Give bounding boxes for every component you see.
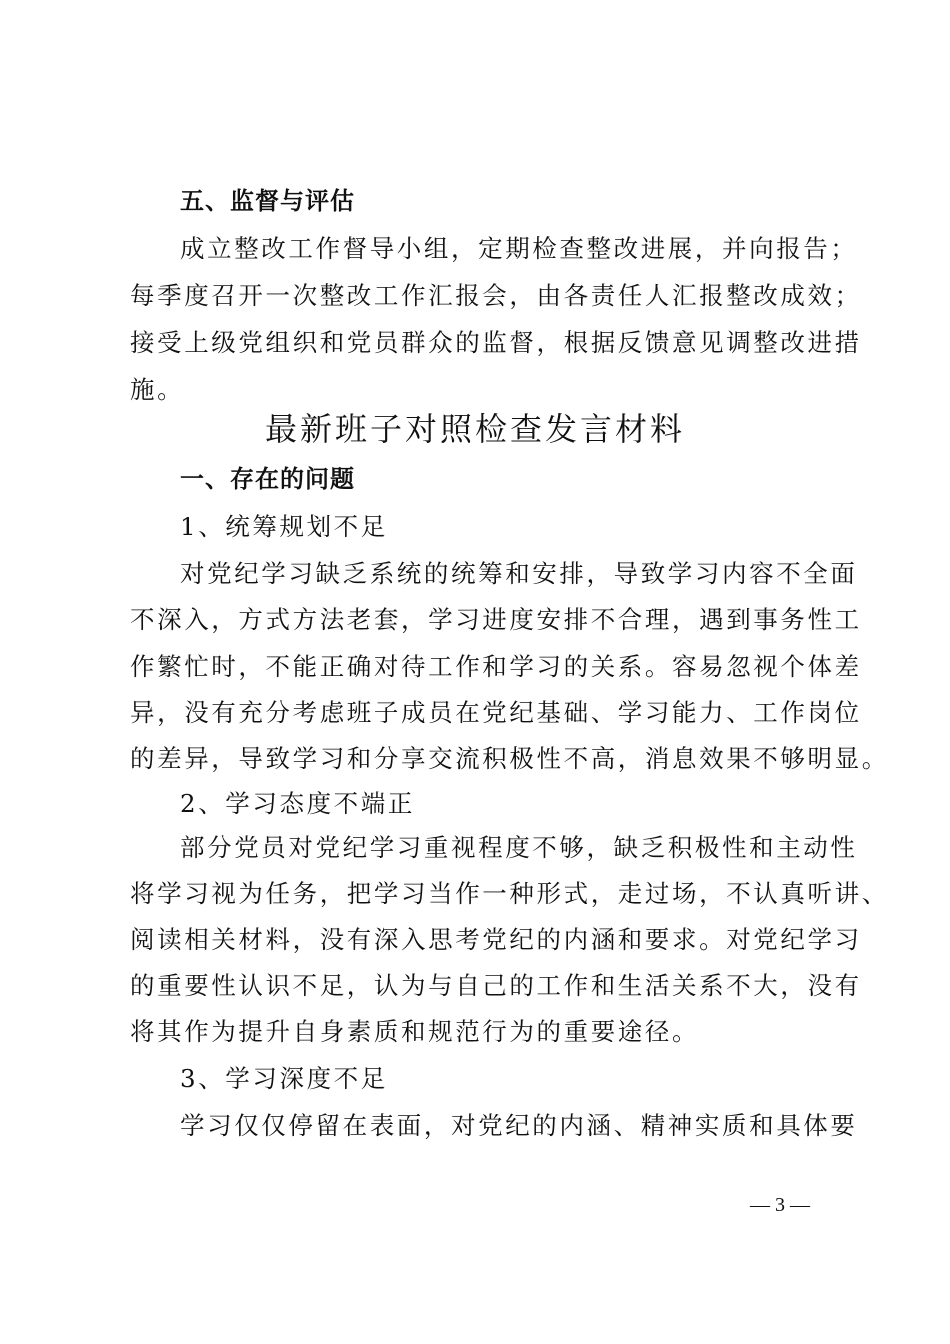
paragraph-line: 施。 <box>130 375 185 404</box>
paragraph-line: 学习仅仅停留在表面，对党纪的内涵、精神实质和具体要 <box>180 1111 858 1140</box>
paragraph-line: 的重要性认识不足，认为与自己的工作和生活关系不大，没有 <box>130 971 862 1000</box>
item-title: 2、学习态度不端正 <box>180 789 415 818</box>
paragraph-line: 接受上级党组织和党员群众的监督，根据反馈意见调整改进措 <box>130 328 862 357</box>
paragraph-line: 的差异，导致学习和分享交流积极性不高，消息效果不够明显。 <box>130 744 889 773</box>
paragraph-line: 不深入，方式方法老套，学习进度安排不合理，遇到事务性工 <box>130 605 862 634</box>
paragraph-line: 阅读相关材料，没有深入思考党纪的内涵和要求。对党纪学习 <box>130 925 862 954</box>
paragraph-line: 成立整改工作督导小组，定期检查整改进展，并向报告； <box>180 234 858 263</box>
paragraph-line: 对党纪学习缺乏系统的统筹和安排，导致学习内容不全面 <box>180 559 858 588</box>
paragraph-line: 每季度召开一次整改工作汇报会，由各责任人汇报整改成效； <box>130 281 862 310</box>
document-title: 最新班子对照检查发言材料 <box>264 410 685 448</box>
paragraph-line: 部分党员对党纪学习重视程度不够，缺乏积极性和主动性 <box>180 833 858 862</box>
paragraph-line: 作繁忙时，不能正确对待工作和学习的关系。容易忽视个体差 <box>130 652 862 681</box>
paragraph-line: 将学习视为任务，把学习当作一种形式，走过场，不认真听讲、 <box>130 879 889 908</box>
section-heading-supervision: 五、监督与评估 <box>180 187 355 215</box>
page-number: — 3 — <box>750 1194 810 1216</box>
paragraph-line: 异，没有充分考虑班子成员在党纪基础、学习能力、工作岗位 <box>130 698 862 727</box>
section-heading-problems: 一、存在的问题 <box>180 465 355 493</box>
paragraph-line: 将其作为提升自身素质和规范行为的重要途径。 <box>130 1017 700 1046</box>
item-title: 1、统筹规划不足 <box>180 512 388 541</box>
item-title: 3、学习深度不足 <box>180 1064 388 1093</box>
